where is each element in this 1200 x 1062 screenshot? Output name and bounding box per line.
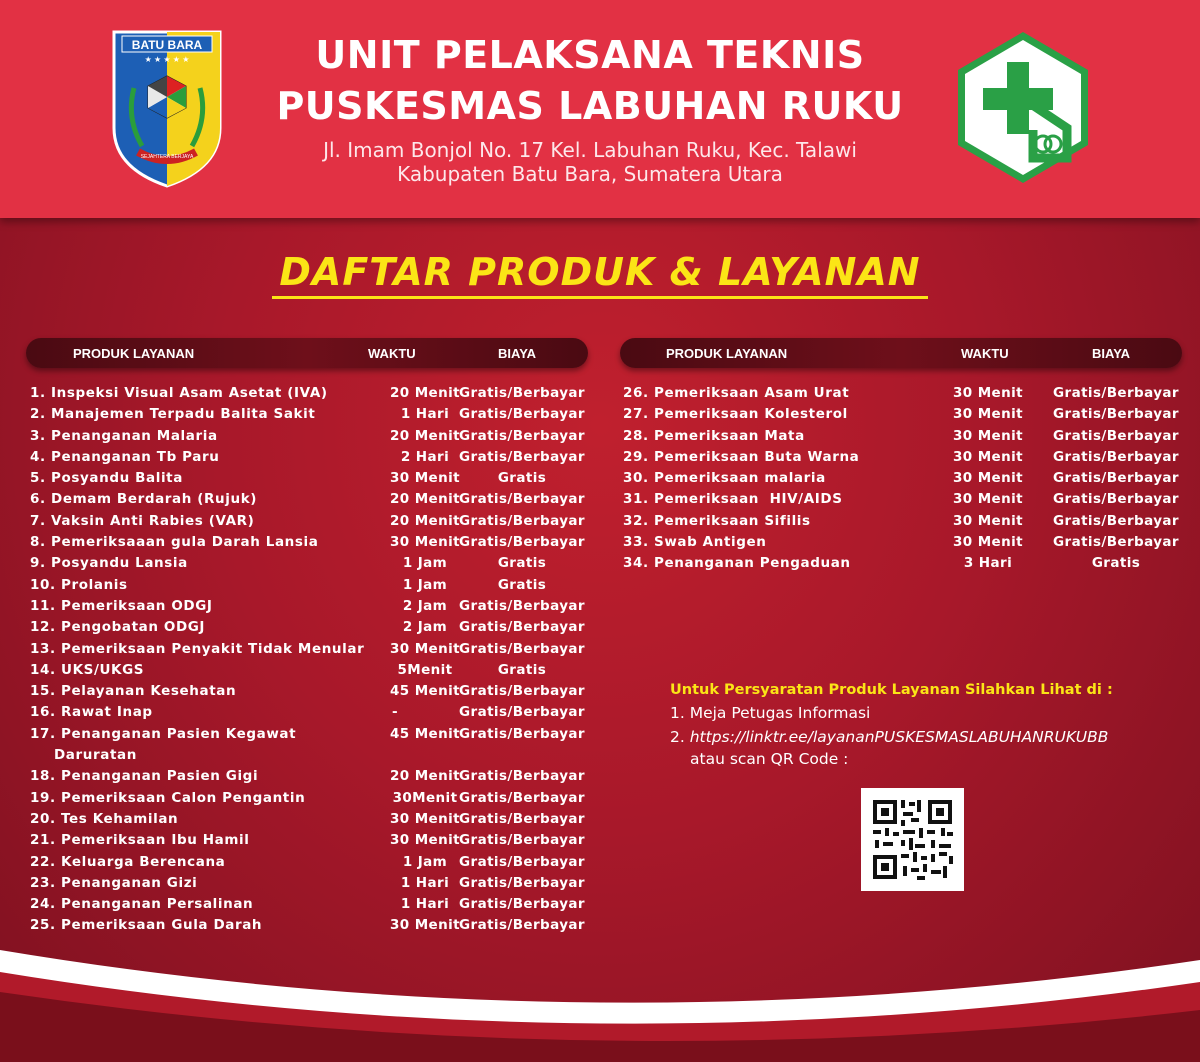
service-time: - <box>391 704 398 721</box>
service-name: 31. Pemeriksaan HIV/AIDS <box>623 491 843 508</box>
list-item <box>623 489 1183 510</box>
service-time: 20 Menit <box>390 385 460 401</box>
requirements-info <box>670 682 1113 768</box>
service-name: 26. Pemeriksaan Asam Urat <box>623 385 850 401</box>
service-cost: Gratis/Berbayar <box>1053 385 1179 401</box>
col-biaya-label: BIAYA <box>1092 346 1131 361</box>
service-time: 20 Menit <box>390 427 460 444</box>
list-item <box>30 681 590 702</box>
list-item <box>30 894 590 915</box>
service-cost: Gratis/Berbayar <box>459 640 585 657</box>
list-item <box>30 766 590 787</box>
service-cost: Gratis/Berbayar <box>459 810 585 827</box>
col-produk-label: PRODUK LAYANAN <box>666 346 788 361</box>
service-name: 30. Pemeriksaan malaria <box>623 470 826 487</box>
service-time: 30 Menit <box>953 385 1023 401</box>
service-name: 20. Tes Kehamilan <box>30 810 179 827</box>
col-biaya-label: BIAYA <box>498 346 537 361</box>
service-name: 24. Penanganan Persalinan <box>30 896 254 913</box>
service-cost: Gratis/Berbayar <box>459 427 585 444</box>
list-item <box>30 575 590 596</box>
service-cost: Gratis/Berbayar <box>1053 448 1179 465</box>
service-cost: Gratis/Berbayar <box>459 619 585 636</box>
service-time: 5Menit <box>397 661 453 678</box>
list-item <box>623 511 1183 532</box>
list-item <box>30 852 590 873</box>
service-cost: Gratis/Berbayar <box>459 874 585 891</box>
service-time: 30Menit <box>392 789 458 806</box>
service-name: 15. Pelayanan Kesehatan <box>30 683 237 700</box>
service-cost: Gratis/Berbayar <box>459 512 585 529</box>
service-time: 30 Menit <box>953 491 1023 508</box>
info-item-link-row <box>670 728 1113 746</box>
service-cost: Gratis/Berbayar <box>459 853 585 870</box>
service-name: 18. Penanganan Pasien Gigi <box>30 768 259 785</box>
service-name: 9. Posyandu Lansia <box>30 555 188 572</box>
list-item <box>623 468 1183 489</box>
service-name: 1. Inspeksi Visual Asam Asetat (IVA) <box>30 385 328 401</box>
service-cost: Gratis/Berbayar <box>459 406 585 423</box>
left-service-list <box>30 383 590 937</box>
address-line1: Jl. Imam Bonjol No. 17 Kel. Labuhan Ruku, Kec. Talawi <box>323 138 857 162</box>
service-time: 1 Jam <box>402 853 448 870</box>
left-column-header <box>26 338 588 368</box>
service-cost: Gratis/Berbayar <box>459 768 585 785</box>
right-service-list <box>623 383 1183 575</box>
service-time: 2 Hari <box>400 448 450 465</box>
emblem-text: BATU BARA <box>131 38 203 52</box>
service-time: 1 Jam <box>402 555 448 572</box>
col-waktu-label: WAKTU <box>368 346 416 361</box>
service-cost: Gratis <box>497 470 547 487</box>
service-time: 45 Menit <box>390 683 460 700</box>
list-item <box>30 617 590 638</box>
service-time: 20 Menit <box>390 768 460 785</box>
service-name: 21. Pemeriksaan Ibu Hamil <box>30 832 250 849</box>
address-line2: Kabupaten Batu Bara, Sumatera Utara <box>397 162 783 186</box>
service-name: 10. Prolanis <box>30 576 128 593</box>
list-item <box>30 468 590 489</box>
service-name: 17. Penanganan Pasien Kegawat <box>30 725 297 742</box>
service-time: 30 Menit <box>390 640 460 657</box>
info-item-desk: 1. Meja Petugas Informasi <box>670 704 871 722</box>
service-name: 5. Posyandu Balita <box>30 470 183 487</box>
info-scan-text: atau scan QR Code : <box>690 750 849 768</box>
service-name: 33. Swab Antigen <box>623 534 767 551</box>
service-name: 16. Rawat Inap <box>30 704 153 721</box>
service-name: 2. Manajemen Terpadu Balita Sakit <box>30 406 316 423</box>
service-name: 14. UKS/UKGS <box>30 661 145 678</box>
service-cost: Gratis/Berbayar <box>459 448 585 465</box>
info-title: Untuk Persyaratan Produk Layanan Silahkan Lihat di : <box>670 682 1113 698</box>
service-cost: Gratis/Berbayar <box>1053 491 1179 508</box>
service-name: 32. Pemeriksaan Sifilis <box>623 512 811 529</box>
list-item <box>30 426 590 447</box>
service-time: 30 Menit <box>953 448 1023 465</box>
emblem-motto: SEJAHTERA BERJAYA <box>140 154 194 160</box>
service-time: 3 Hari <box>963 555 1013 572</box>
right-column-header <box>620 338 1182 368</box>
service-cost: Gratis/Berbayar <box>459 491 585 508</box>
service-time: 30 Menit <box>390 832 460 849</box>
service-name: 22. Keluarga Berencana <box>30 853 226 870</box>
service-name: 23. Penanganan Gizi <box>30 874 198 891</box>
service-cost: Gratis/Berbayar <box>1053 470 1179 487</box>
service-time: 1 Jam <box>402 576 448 593</box>
info-item-number: 2. <box>670 728 690 746</box>
list-item <box>30 809 590 830</box>
service-cost: Gratis/Berbayar <box>459 683 585 700</box>
list-item <box>30 788 590 809</box>
qr-code-icon[interactable] <box>861 788 964 891</box>
service-name: 6. Demam Berdarah (Rujuk) <box>30 491 258 508</box>
svg-text:★ ★ ★ ★ ★: ★ ★ ★ ★ ★ <box>144 55 190 64</box>
list-item <box>623 404 1183 425</box>
service-cost: Gratis/Berbayar <box>459 896 585 913</box>
list-item <box>30 447 590 468</box>
list-item <box>623 426 1183 447</box>
service-time: 1 Hari <box>400 896 450 913</box>
header-title-line2: PUSKESMAS LABUHAN RUKU <box>276 84 904 128</box>
service-name: 27. Pemeriksaan Kolesterol <box>623 406 848 423</box>
service-cost: Gratis/Berbayar <box>459 832 585 849</box>
batu-bara-emblem-icon <box>108 28 226 188</box>
service-cost: Gratis/Berbayar <box>459 597 585 614</box>
list-item <box>30 702 590 723</box>
service-cost: Gratis/Berbayar <box>459 534 585 551</box>
service-name: 4. Penanganan Tb Paru <box>30 448 220 465</box>
service-time: 30 Menit <box>953 427 1023 444</box>
list-item <box>30 489 590 510</box>
service-name-continued: Daruratan <box>54 746 137 763</box>
col-waktu-label: WAKTU <box>961 346 1009 361</box>
service-cost: Gratis <box>497 661 547 678</box>
service-cost: Gratis/Berbayar <box>1053 406 1179 423</box>
service-cost: Gratis/Berbayar <box>459 725 585 742</box>
col-produk-label: PRODUK LAYANAN <box>73 346 195 361</box>
service-cost: Gratis/Berbayar <box>1053 512 1179 529</box>
service-name: 19. Pemeriksaan Calon Pengantin <box>30 789 306 806</box>
list-item <box>30 383 590 404</box>
list-item <box>623 532 1183 553</box>
list-item <box>623 553 1183 574</box>
bottom-wave-decoration <box>0 930 1200 1062</box>
list-item <box>30 724 590 767</box>
service-time: 20 Menit <box>390 512 460 529</box>
service-time: 20 Menit <box>390 491 460 508</box>
list-item <box>623 383 1183 404</box>
linktree-link[interactable]: https://linktr.ee/layananPUSKESMASLABUHANRUKUBB <box>689 728 1109 746</box>
service-cost: Gratis <box>497 576 547 593</box>
service-time: 1 Hari <box>400 406 450 423</box>
service-time: 30 Menit <box>390 470 460 487</box>
service-name: 29. Pemeriksaan Buta Warna <box>623 448 860 465</box>
service-cost: Gratis/Berbayar <box>459 789 585 806</box>
list-item <box>30 639 590 660</box>
service-name: 3. Penanganan Malaria <box>30 427 218 444</box>
service-time: 30 Menit <box>953 470 1023 487</box>
service-name: 13. Pemeriksaan Penyakit Tidak Menular <box>30 640 365 657</box>
header-title-line1: UNIT PELAKSANA TEKNIS <box>315 33 865 77</box>
service-time: 30 Menit <box>953 512 1023 529</box>
service-time: 45 Menit <box>390 725 460 742</box>
service-cost: Gratis/Berbayar <box>459 704 585 721</box>
service-time: 2 Jam <box>402 619 448 636</box>
service-time: 1 Hari <box>400 874 450 891</box>
list-item <box>30 404 590 425</box>
service-name: 8. Pemeriksaaan gula Darah Lansia <box>30 534 319 551</box>
service-cost: Gratis/Berbayar <box>459 385 585 401</box>
title-underline <box>272 296 928 299</box>
service-name: 11. Pemeriksaan ODGJ <box>30 597 213 614</box>
service-time: 30 Menit <box>953 534 1023 551</box>
service-cost: Gratis/Berbayar <box>459 917 585 934</box>
service-cost: Gratis <box>497 555 547 572</box>
list-item <box>30 660 590 681</box>
list-item <box>30 830 590 851</box>
service-time: 30 Menit <box>390 917 460 934</box>
section-title: DAFTAR PRODUK & LAYANAN <box>279 250 921 294</box>
list-item <box>30 511 590 532</box>
service-name: 7. Vaksin Anti Rabies (VAR) <box>30 512 255 529</box>
service-time: 30 Menit <box>390 810 460 827</box>
service-name: 25. Pemeriksaan Gula Darah <box>30 917 263 934</box>
service-time: 2 Jam <box>402 597 448 614</box>
list-item <box>623 447 1183 468</box>
header-band <box>0 0 1200 218</box>
service-cost: Gratis <box>1091 555 1141 572</box>
list-item <box>30 532 590 553</box>
list-item <box>30 553 590 574</box>
service-cost: Gratis/Berbayar <box>1053 534 1179 551</box>
list-item <box>30 596 590 617</box>
puskesmas-logo-icon <box>955 30 1091 185</box>
service-name: 12. Pengobatan ODGJ <box>30 619 206 636</box>
service-name: 28. Pemeriksaan Mata <box>623 427 805 444</box>
service-cost: Gratis/Berbayar <box>1053 427 1179 444</box>
service-name: 34. Penanganan Pengaduan <box>623 555 851 572</box>
service-time: 30 Menit <box>953 406 1023 423</box>
service-time: 30 Menit <box>390 534 460 551</box>
list-item <box>30 873 590 894</box>
